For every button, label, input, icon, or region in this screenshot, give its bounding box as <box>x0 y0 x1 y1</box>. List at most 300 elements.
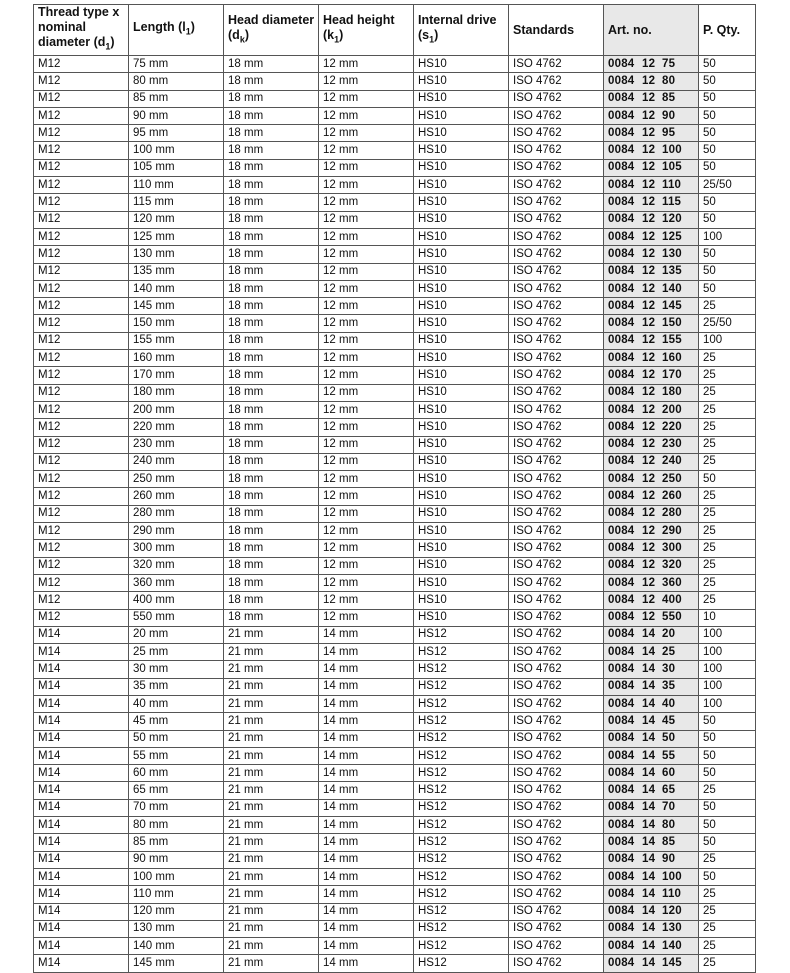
art-no-part: 14 <box>642 853 656 866</box>
cell-head_d: 18 mm <box>224 315 319 332</box>
cell-length: 400 mm <box>129 592 224 609</box>
art-no-part: 12 <box>642 247 656 260</box>
cell-thread: M14 <box>34 903 129 920</box>
cell-art <box>604 90 699 107</box>
cell-art <box>604 695 699 712</box>
cell-drive: HS12 <box>414 661 509 678</box>
cell-drive: HS10 <box>414 592 509 609</box>
cell-std: ISO 4762 <box>509 211 604 228</box>
cell-head_h: 12 mm <box>319 159 414 176</box>
cell-qty: 100 <box>699 332 756 349</box>
art-no-part: 120 <box>662 213 682 226</box>
cell-thread: M14 <box>34 938 129 955</box>
table-row <box>34 799 756 816</box>
art-no-part: 12 <box>642 611 656 624</box>
cell-art <box>604 903 699 920</box>
cell-head_h: 12 mm <box>319 263 414 280</box>
cell-qty: 25 <box>699 938 756 955</box>
cell-art <box>604 419 699 436</box>
cell-std: ISO 4762 <box>509 557 604 574</box>
art-no-part: 0084 <box>608 299 635 312</box>
cell-head_h: 14 mm <box>319 938 414 955</box>
cell-head_h: 12 mm <box>319 557 414 574</box>
cell-head_h: 12 mm <box>319 142 414 159</box>
cell-length: 120 mm <box>129 211 224 228</box>
cell-length: 150 mm <box>129 315 224 332</box>
art-no-part: 85 <box>662 836 676 848</box>
cell-std: ISO 4762 <box>509 540 604 557</box>
cell-length: 115 mm <box>129 194 224 211</box>
column-header-subscript: 1 <box>185 26 191 37</box>
art-no-part: 0084 <box>608 144 635 157</box>
cell-head_h: 12 mm <box>319 177 414 194</box>
art-no-part: 12 <box>642 109 656 122</box>
table-row <box>34 228 756 245</box>
cell-std: ISO 4762 <box>509 817 604 834</box>
column-header-label: Length (l <box>133 20 186 35</box>
cell-head_d: 21 mm <box>224 730 319 747</box>
cell-length: 75 mm <box>129 56 224 73</box>
art-no-part: 0084 <box>608 663 635 676</box>
cell-thread: M12 <box>34 159 129 176</box>
cell-std: ISO 4762 <box>509 903 604 920</box>
cell-thread: M14 <box>34 626 129 643</box>
cell-drive: HS10 <box>414 384 509 401</box>
column-header-label: P. Qty. <box>703 22 741 37</box>
cell-drive: HS12 <box>414 644 509 661</box>
cell-art <box>604 280 699 297</box>
art-no-part: 14 <box>642 784 656 797</box>
cell-head_d: 21 mm <box>224 799 319 816</box>
art-no-part: 14 <box>642 749 656 762</box>
cell-qty: 50 <box>699 90 756 107</box>
table-row <box>34 695 756 712</box>
art-no-part: 550 <box>662 611 682 624</box>
cell-thread: M14 <box>34 955 129 972</box>
cell-std: ISO 4762 <box>509 868 604 885</box>
column-header-subscript: 1 <box>334 34 340 45</box>
cell-length: 125 mm <box>129 228 224 245</box>
cell-head_d: 21 mm <box>224 938 319 955</box>
column-header-drive <box>414 5 509 56</box>
cell-head_d: 18 mm <box>224 280 319 297</box>
cell-std: ISO 4762 <box>509 834 604 851</box>
cell-std: ISO 4762 <box>509 730 604 747</box>
art-no-part: 0084 <box>608 161 635 174</box>
cell-art <box>604 540 699 557</box>
cell-art <box>604 817 699 834</box>
cell-head_d: 18 mm <box>224 177 319 194</box>
cell-qty: 50 <box>699 246 756 263</box>
cell-drive: HS10 <box>414 332 509 349</box>
cell-head_d: 21 mm <box>224 747 319 764</box>
art-no-part: 0084 <box>608 317 635 330</box>
cell-thread: M12 <box>34 125 129 142</box>
cell-drive: HS10 <box>414 159 509 176</box>
cell-head_d: 21 mm <box>224 678 319 695</box>
cell-qty: 25 <box>699 592 756 609</box>
cell-length: 290 mm <box>129 523 224 540</box>
spec-table <box>33 4 756 973</box>
cell-length: 50 mm <box>129 730 224 747</box>
cell-head_h: 14 mm <box>319 799 414 816</box>
art-no-part: 0084 <box>608 386 635 399</box>
cell-thread: M12 <box>34 194 129 211</box>
table-row <box>34 419 756 436</box>
column-header-std <box>509 5 604 56</box>
header-row <box>34 5 756 56</box>
art-no-part: 0084 <box>608 887 635 900</box>
cell-drive: HS10 <box>414 315 509 332</box>
cell-head_h: 12 mm <box>319 540 414 557</box>
cell-head_d: 18 mm <box>224 453 319 470</box>
cell-qty: 50 <box>699 107 756 124</box>
column-header-qty <box>699 5 756 56</box>
art-no-part: 115 <box>662 196 682 209</box>
cell-head_h: 14 mm <box>319 678 414 695</box>
art-no-part: 14 <box>642 939 656 952</box>
cell-head_d: 21 mm <box>224 903 319 920</box>
cell-length: 200 mm <box>129 401 224 418</box>
cell-thread: M12 <box>34 280 129 297</box>
cell-qty: 25 <box>699 557 756 574</box>
table-row <box>34 920 756 937</box>
cell-art <box>604 851 699 868</box>
table-row <box>34 263 756 280</box>
cell-head_h: 12 mm <box>319 246 414 263</box>
cell-qty: 25 <box>699 505 756 522</box>
cell-length: 260 mm <box>129 488 224 505</box>
cell-head_h: 12 mm <box>319 211 414 228</box>
table-row <box>34 367 756 384</box>
cell-art <box>604 367 699 384</box>
cell-art <box>604 332 699 349</box>
art-no-part: 12 <box>642 282 656 295</box>
cell-art <box>604 782 699 799</box>
cell-length: 130 mm <box>129 920 224 937</box>
art-no-part: 80 <box>662 818 676 831</box>
table-row <box>34 938 756 955</box>
cell-art <box>604 73 699 90</box>
cell-std: ISO 4762 <box>509 713 604 730</box>
column-header-tail: ) <box>244 27 249 42</box>
cell-head_h: 14 mm <box>319 765 414 782</box>
cell-head_h: 12 mm <box>319 471 414 488</box>
art-no-part: 260 <box>662 490 682 503</box>
cell-length: 140 mm <box>129 938 224 955</box>
art-no-part: 12 <box>642 178 656 191</box>
cell-length: 240 mm <box>129 453 224 470</box>
cell-qty: 25 <box>699 903 756 920</box>
art-no-part: 12 <box>642 57 656 70</box>
cell-drive: HS12 <box>414 868 509 885</box>
art-no-part: 20 <box>662 628 676 641</box>
cell-head_d: 18 mm <box>224 609 319 626</box>
cell-qty: 25/50 <box>699 177 756 194</box>
cell-length: 90 mm <box>129 851 224 868</box>
art-no-part: 105 <box>662 161 682 174</box>
art-no-part: 0084 <box>608 196 635 209</box>
cell-head_d: 21 mm <box>224 661 319 678</box>
art-no-part: 0084 <box>608 714 635 727</box>
column-header-label: Thread type x nominal diameter (d <box>38 5 120 50</box>
cell-head_h: 14 mm <box>319 834 414 851</box>
cell-art <box>604 263 699 280</box>
cell-drive: HS12 <box>414 626 509 643</box>
cell-art <box>604 246 699 263</box>
art-no-part: 12 <box>642 403 656 416</box>
cell-length: 55 mm <box>129 747 224 764</box>
art-no-part: 0084 <box>608 818 635 831</box>
cell-thread: M14 <box>34 817 129 834</box>
table-row <box>34 211 756 228</box>
cell-head_h: 12 mm <box>319 505 414 522</box>
cell-qty: 50 <box>699 817 756 834</box>
cell-head_h: 14 mm <box>319 730 414 747</box>
cell-qty: 25 <box>699 488 756 505</box>
cell-thread: M12 <box>34 471 129 488</box>
table-row <box>34 609 756 626</box>
cell-std: ISO 4762 <box>509 678 604 695</box>
cell-length: 145 mm <box>129 298 224 315</box>
cell-art <box>604 142 699 159</box>
cell-head_h: 14 mm <box>319 747 414 764</box>
table-row <box>34 401 756 418</box>
cell-head_d: 21 mm <box>224 886 319 903</box>
table-row <box>34 488 756 505</box>
art-no-part: 0084 <box>608 490 635 503</box>
cell-art <box>604 125 699 142</box>
art-no-part: 12 <box>642 126 656 139</box>
cell-head_d: 18 mm <box>224 90 319 107</box>
art-no-part: 0084 <box>608 507 635 520</box>
cell-length: 220 mm <box>129 419 224 436</box>
cell-head_d: 21 mm <box>224 868 319 885</box>
cell-qty: 25 <box>699 886 756 903</box>
art-no-part: 100 <box>662 144 682 157</box>
table-row <box>34 834 756 851</box>
cell-qty: 50 <box>699 211 756 228</box>
cell-art <box>604 505 699 522</box>
cell-thread: M14 <box>34 886 129 903</box>
cell-drive: HS12 <box>414 903 509 920</box>
cell-std: ISO 4762 <box>509 436 604 453</box>
column-header-head_d <box>224 5 319 56</box>
cell-std: ISO 4762 <box>509 920 604 937</box>
art-no-part: 240 <box>662 455 682 468</box>
cell-head_h: 14 mm <box>319 644 414 661</box>
cell-std: ISO 4762 <box>509 799 604 816</box>
cell-head_h: 12 mm <box>319 592 414 609</box>
art-no-part: 0084 <box>608 801 635 814</box>
cell-head_d: 18 mm <box>224 332 319 349</box>
cell-std: ISO 4762 <box>509 56 604 73</box>
table-row <box>34 678 756 695</box>
table-row <box>34 125 756 142</box>
cell-qty: 25 <box>699 367 756 384</box>
cell-qty: 25/50 <box>699 315 756 332</box>
art-no-part: 0084 <box>608 939 635 952</box>
cell-drive: HS10 <box>414 436 509 453</box>
art-no-part: 0084 <box>608 368 635 381</box>
cell-qty: 50 <box>699 194 756 211</box>
cell-thread: M12 <box>34 401 129 418</box>
cell-head_d: 18 mm <box>224 142 319 159</box>
cell-qty: 50 <box>699 747 756 764</box>
art-no-part: 0084 <box>608 732 635 745</box>
cell-qty: 50 <box>699 799 756 816</box>
cell-head_d: 18 mm <box>224 488 319 505</box>
cell-thread: M12 <box>34 592 129 609</box>
cell-art <box>604 298 699 315</box>
cell-qty: 25 <box>699 419 756 436</box>
cell-head_h: 12 mm <box>319 90 414 107</box>
cell-head_d: 18 mm <box>224 419 319 436</box>
cell-std: ISO 4762 <box>509 159 604 176</box>
cell-head_d: 21 mm <box>224 920 319 937</box>
cell-length: 20 mm <box>129 626 224 643</box>
cell-thread: M12 <box>34 73 129 90</box>
cell-art <box>604 315 699 332</box>
art-no-part: 14 <box>642 922 656 935</box>
cell-thread: M12 <box>34 557 129 574</box>
art-no-part: 130 <box>662 922 682 935</box>
art-no-part: 0084 <box>608 870 635 883</box>
cell-head_d: 21 mm <box>224 626 319 643</box>
cell-std: ISO 4762 <box>509 350 604 367</box>
cell-head_h: 14 mm <box>319 851 414 868</box>
cell-std: ISO 4762 <box>509 107 604 124</box>
cell-drive: HS10 <box>414 280 509 297</box>
column-header-subscript: 1 <box>105 41 111 52</box>
cell-thread: M12 <box>34 332 129 349</box>
cell-drive: HS10 <box>414 453 509 470</box>
cell-length: 25 mm <box>129 644 224 661</box>
column-header-label: Head diameter (d <box>228 12 315 42</box>
cell-length: 280 mm <box>129 505 224 522</box>
art-no-part: 12 <box>642 593 656 606</box>
cell-art <box>604 453 699 470</box>
cell-head_d: 18 mm <box>224 401 319 418</box>
cell-head_d: 21 mm <box>224 713 319 730</box>
art-no-part: 0084 <box>608 645 635 658</box>
table-row <box>34 661 756 678</box>
cell-drive: HS12 <box>414 920 509 937</box>
cell-head_d: 21 mm <box>224 834 319 851</box>
art-no-part: 0084 <box>608 524 635 537</box>
cell-qty: 25 <box>699 384 756 401</box>
cell-length: 85 mm <box>129 834 224 851</box>
cell-head_h: 12 mm <box>319 228 414 245</box>
cell-length: 300 mm <box>129 540 224 557</box>
cell-thread: M12 <box>34 453 129 470</box>
cell-drive: HS10 <box>414 56 509 73</box>
cell-head_d: 18 mm <box>224 263 319 280</box>
art-no-part: 12 <box>642 472 656 485</box>
art-no-part: 150 <box>662 317 682 330</box>
cell-std: ISO 4762 <box>509 453 604 470</box>
column-header-subscript: 1 <box>429 34 435 45</box>
cell-qty: 50 <box>699 56 756 73</box>
art-no-part: 90 <box>662 109 676 122</box>
cell-head_h: 14 mm <box>319 903 414 920</box>
cell-drive: HS10 <box>414 488 509 505</box>
column-header-head_h <box>319 5 414 56</box>
cell-thread: M12 <box>34 56 129 73</box>
art-no-part: 14 <box>642 905 656 918</box>
cell-head_h: 12 mm <box>319 367 414 384</box>
cell-head_h: 14 mm <box>319 955 414 972</box>
art-no-part: 12 <box>642 386 656 399</box>
art-no-part: 220 <box>662 420 682 433</box>
cell-head_d: 18 mm <box>224 471 319 488</box>
cell-std: ISO 4762 <box>509 523 604 540</box>
cell-qty: 25 <box>699 298 756 315</box>
cell-qty: 50 <box>699 765 756 782</box>
cell-drive: HS10 <box>414 263 509 280</box>
cell-std: ISO 4762 <box>509 246 604 263</box>
table-row <box>34 159 756 176</box>
art-no-part: 0084 <box>608 265 635 278</box>
art-no-part: 135 <box>662 265 682 278</box>
table-row <box>34 453 756 470</box>
cell-drive: HS10 <box>414 471 509 488</box>
cell-qty: 100 <box>699 626 756 643</box>
cell-length: 180 mm <box>129 384 224 401</box>
art-no-part: 70 <box>662 801 676 814</box>
cell-qty: 50 <box>699 142 756 159</box>
cell-drive: HS12 <box>414 834 509 851</box>
table-row <box>34 246 756 263</box>
cell-qty: 10 <box>699 609 756 626</box>
cell-qty: 25 <box>699 574 756 591</box>
cell-thread: M14 <box>34 695 129 712</box>
art-no-part: 280 <box>662 507 682 520</box>
art-no-part: 35 <box>662 680 676 693</box>
art-no-part: 155 <box>662 334 682 347</box>
art-no-part: 0084 <box>608 213 635 226</box>
art-no-part: 12 <box>642 541 656 554</box>
cell-head_d: 21 mm <box>224 817 319 834</box>
column-header-tail: ) <box>339 27 344 42</box>
column-header-thread <box>34 5 129 56</box>
cell-thread: M12 <box>34 419 129 436</box>
cell-thread: M12 <box>34 90 129 107</box>
table-row <box>34 177 756 194</box>
art-no-part: 250 <box>662 472 682 485</box>
table-row <box>34 868 756 885</box>
cell-length: 360 mm <box>129 574 224 591</box>
cell-length: 35 mm <box>129 678 224 695</box>
art-no-part: 65 <box>662 784 676 797</box>
table-row <box>34 56 756 73</box>
art-no-part: 0084 <box>608 957 635 970</box>
cell-length: 145 mm <box>129 955 224 972</box>
art-no-part: 0084 <box>608 836 635 848</box>
art-no-part: 14 <box>642 766 656 779</box>
cell-length: 250 mm <box>129 471 224 488</box>
cell-head_d: 18 mm <box>224 228 319 245</box>
table-row <box>34 298 756 315</box>
cell-drive: HS10 <box>414 367 509 384</box>
art-no-part: 12 <box>642 230 656 243</box>
cell-std: ISO 4762 <box>509 177 604 194</box>
cell-drive: HS10 <box>414 350 509 367</box>
cell-std: ISO 4762 <box>509 419 604 436</box>
cell-qty: 50 <box>699 868 756 885</box>
art-no-part: 100 <box>662 870 682 883</box>
cell-drive: HS10 <box>414 211 509 228</box>
